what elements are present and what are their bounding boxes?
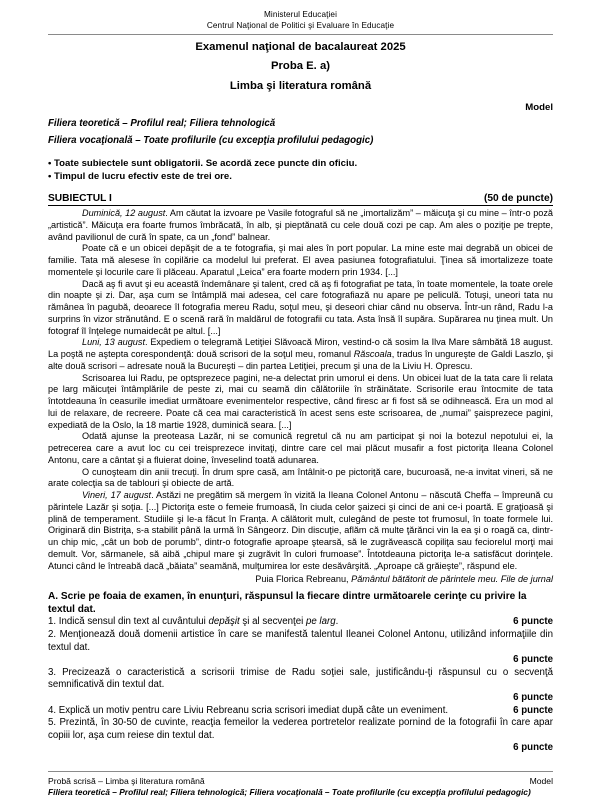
exam-title-block <box>48 40 553 94</box>
question-1-keyword-2: pe larg <box>305 616 336 628</box>
footer-main-row <box>48 776 553 787</box>
question-3-tail <box>48 692 553 705</box>
question-1-text <box>48 616 338 629</box>
passage-paragraph-4-part-a: . Expediem o telegramă Letiţiei Slăvoacă Miron, vestind-o că sosim la Ilva Mare sâmbătă 18 august. La poştă ne aştepta corespondenţă: două scrisori de la soţul meu, romanul <box>48 337 553 360</box>
instruction-bullet-1: • Toate subiectele sunt obligatorii. Se acordă zece puncte din oficiu. <box>48 157 358 169</box>
reading-passage <box>48 208 553 572</box>
passage-paragraph-4-part-b: , tradus în ungureşte de Galdi Laszlo, şi alte două scrisori – adresate nouă la Bucureşti – din partea Letiţiei, precum şi una de la Liviu H. Oprescu. <box>48 349 554 371</box>
question-5 <box>48 717 553 755</box>
filiera-block <box>48 118 553 148</box>
question-5-tail <box>48 742 553 755</box>
question-1-keyword-1: depăşit <box>208 616 240 628</box>
part-a-instruction: A. Scrie pe foaia de examen, în enunţuri, răspunsul la fiecare dintre următoarele cerinţe cu privire la textul dat. <box>48 591 527 616</box>
passage-paragraph-2: Poate că e un obicei depăşit de a te fotografia, şi mai ales în port popular. La mine este mai degrabă un obicei de familie. Tata mă alesese în copilărie ca modelul lui preferat. El avea pasiunea fotografiatului. Ţinea să imortalizeze toate momentele şi locurile care îi plăceau. Aparatul „Leica” era foarte modern prin 1934. [...] <box>48 243 553 277</box>
passage-paragraph-1-body: . Am căutat la izvoare pe Vasile fotograful să ne „imortalizăm” – măicuţa şi cu mine – într-o poză „artistică”. Măicuţa era foarte frumos îmbrăcată, în alb, şi pieptănată cu cele două cozi pe cap. Am ales o poziţie pe trepte, având pavilionul de cură în spate, ca un „fond” balnear. <box>48 208 553 242</box>
question-5-text: 5. Prezintă, în 30-50 de cuvinte, reacţia femeilor la vederea portretelor realizate pornind de la fotografii în care apar copiii lor, aşa cum reiese din textul dat. <box>48 717 553 741</box>
question-1-part-2: şi al secvenţei <box>239 616 306 628</box>
question-4 <box>48 705 553 718</box>
footer-filiera: Filiera teoretică – Profilul real; Filiera tehnologică; Filiera vocaţională – Toate profilurile (cu excepţia profilului pedagogic) <box>48 787 531 797</box>
passage-source <box>48 573 553 585</box>
footer-divider <box>48 771 553 772</box>
question-4-points: 6 puncte <box>513 704 553 716</box>
question-1-part-1: 1. Indică sensul din text al cuvântului <box>48 616 209 628</box>
exam-test-code: Proba E. a) <box>270 60 330 73</box>
source-title: Pământul bătătorit de părintele meu. File de jurnal <box>351 574 553 585</box>
subiect-divider <box>48 205 553 206</box>
passage-paragraph-8 <box>48 490 553 572</box>
subiect-points: (50 de puncte) <box>483 193 553 205</box>
footer-model-label: Model <box>529 776 553 786</box>
diary-date-3: Vineri, 17 august <box>82 490 152 501</box>
question-1-points: 6 puncte <box>513 616 553 628</box>
model-label: Model <box>525 101 553 113</box>
passage-paragraph-7: O cunoşteam din anii trecuţi. În drum spre casă, am întâlnit-o pe pictoriţă care, bucuroasă, ne-a invitat vineri, să ne arate colecţia sa de tablouri şi obiecte de artă. <box>48 466 553 489</box>
passage-paragraph-1 <box>48 208 553 243</box>
question-2-tail <box>48 654 553 667</box>
ministry-name: Ministerul Educaţiei <box>264 10 337 19</box>
question-5-points: 6 puncte <box>513 742 553 754</box>
passage-paragraph-4 <box>48 337 553 372</box>
ministry-header <box>48 9 553 32</box>
novel-title-rascoala: Răscoala <box>353 349 392 360</box>
header-divider <box>48 34 553 35</box>
question-1 <box>48 616 553 629</box>
exam-name: Examenul naţional de bacalaureat 2025 <box>195 40 406 53</box>
question-2-points: 6 puncte <box>513 654 553 666</box>
page-footer <box>48 771 553 798</box>
diary-date-1: Duminică, 12 august <box>82 208 166 219</box>
evaluation-center-name: Centrul Naţional de Politici şi Evaluare în Educaţie <box>206 21 395 31</box>
filiera-line-1: Filiera teoretică – Profilul real; Filiera tehnologică <box>48 117 276 129</box>
passage-paragraph-6: Odată ajunse la preoteasa Lazăr, ni se comunică regretul că nu am participat şi noi la botezul nepotului ei, la petrecerea care a avut loc cu cei treisprezece invitaţi, dintre care cel mai plăcut musafir a fost pictoriţa Ileana Colonel Antonu, care a cântat şi a fluierat doine, înveselind toată adunarea. <box>48 431 553 465</box>
part-a-questions <box>48 616 553 755</box>
question-3 <box>48 667 553 705</box>
subiect-header <box>48 193 553 204</box>
exam-subject: Limba şi literatura română <box>229 80 372 92</box>
question-4-text: 4. Explică un motiv pentru care Liviu Rebreanu scria scrisori imediat după câte un eveniment. <box>48 704 449 716</box>
filiera-line-2: Filiera vocaţională – Toate profilurile (cu excepţia profilului pedagogic) <box>48 135 374 147</box>
question-3-text: 3. Precizează o caracteristică a scrisorii trimise de Radu soţiei sale, justificându-ţi răspunsul cu o secvenţă semnificativă din textul dat. <box>48 666 553 691</box>
diary-date-2: Luni, 13 august <box>82 337 145 348</box>
exam-instructions <box>48 157 553 183</box>
footer-exam-label: Probă scrisă – Limba şi literatura română <box>48 776 205 786</box>
question-1-part-3: . <box>335 616 339 628</box>
source-author: Puia Florica Rebreanu, <box>255 574 352 585</box>
passage-paragraph-8-body: . Astăzi ne pregătim să mergem în vizită la Ileana Colonel Antonu – născută Cheffa – împreună cu părintele Lazăr şi soţia. [...] Pictoriţa este o femeie frumoasă, în ciuda celor şaizeci şi cinci de ani ce-i poartă. E graţioasă şi plină de temperament. Studiile şi le-a făcut în Franţa. A călătorit mult, culegând de peste tot frumosul, în toate formele lui. Originară din Bistriţa, s-a stabilit până la urmă în Sângeorz. Din discuţie, aflăm că multe ţărănci vin la ea şi o roagă ca, dintr-un chip mic, „cât un bob de porumb”, dintr-o fotografie aproape ştearsă, să le zugrăvească copiliţa sau feciorelul morţi mai demult. Vor, sărmanele, să aibă „chipul mare şi zugrăvit în culori frumoase”. Întotdeauna pictoriţa le-a satisfăcut dorinţele. Atunci când le întreabă dacă „băiata” seamănă, mulţumirea lor este desăvârşită. „Aproape că grăieşte”, răspund ele. <box>48 490 553 571</box>
passage-paragraph-5: Scrisoarea lui Radu, pe optsprezece pagini, ne-a delectat prin umorul ei dens. Un obicei luat de la tata care îi relata pe larg măicuţei întâmplările de peste zi, mai cu seamă din călătoriile în străinătate. Scrisorile erau întocmite de tata întotdeauna în ceasurile imediat următoare evenimentelor respective, când firesc ar fi fost să se odihnească. Era un mod al lui de relaxare, de recreere. Poate că cea mai caracteristică în acest sens este scrisoarea, de „numai” şaisprezece pagini, expediată de la Oslo, la 18 martie 1928, duminică seara. [...] <box>48 372 553 430</box>
passage-paragraph-3: Dacă aş fi avut şi eu această îndemânare şi talent, cred că aş fi fotografiat pe tata, în toate momentele, la toate orele din noapte şi zi. Dar, aşa cum se întâmplă mai adesea, cel care fotografiază nu apare pe peliculă. Totuşi, uneori tata nu rămânea în pagubă, deoarece îl fotografia mereu Radu, soţul meu, şi deseori chiar când nu observa. Într-un rând, Radu l-a surprins în vizor strănutând. E o scenă rară în maldărul de fotografii cu tata. Asta însă îl supăra. Supărarea nu ţinea mult. Un fotograf îl înţelege numaidecât pe altul. [...] <box>48 278 553 336</box>
question-2-text: 2. Menţionează două domenii artistice în care se manifestă talentul Ileanei Colonel Antonu, utilizând informaţiile din textul dat. <box>48 629 553 653</box>
question-2 <box>48 629 553 667</box>
instruction-bullet-2: • Timpul de lucru efectiv este de trei ore. <box>48 170 232 182</box>
question-3-points: 6 puncte <box>513 692 553 703</box>
subiect-title: SUBIECTUL I <box>48 193 112 205</box>
